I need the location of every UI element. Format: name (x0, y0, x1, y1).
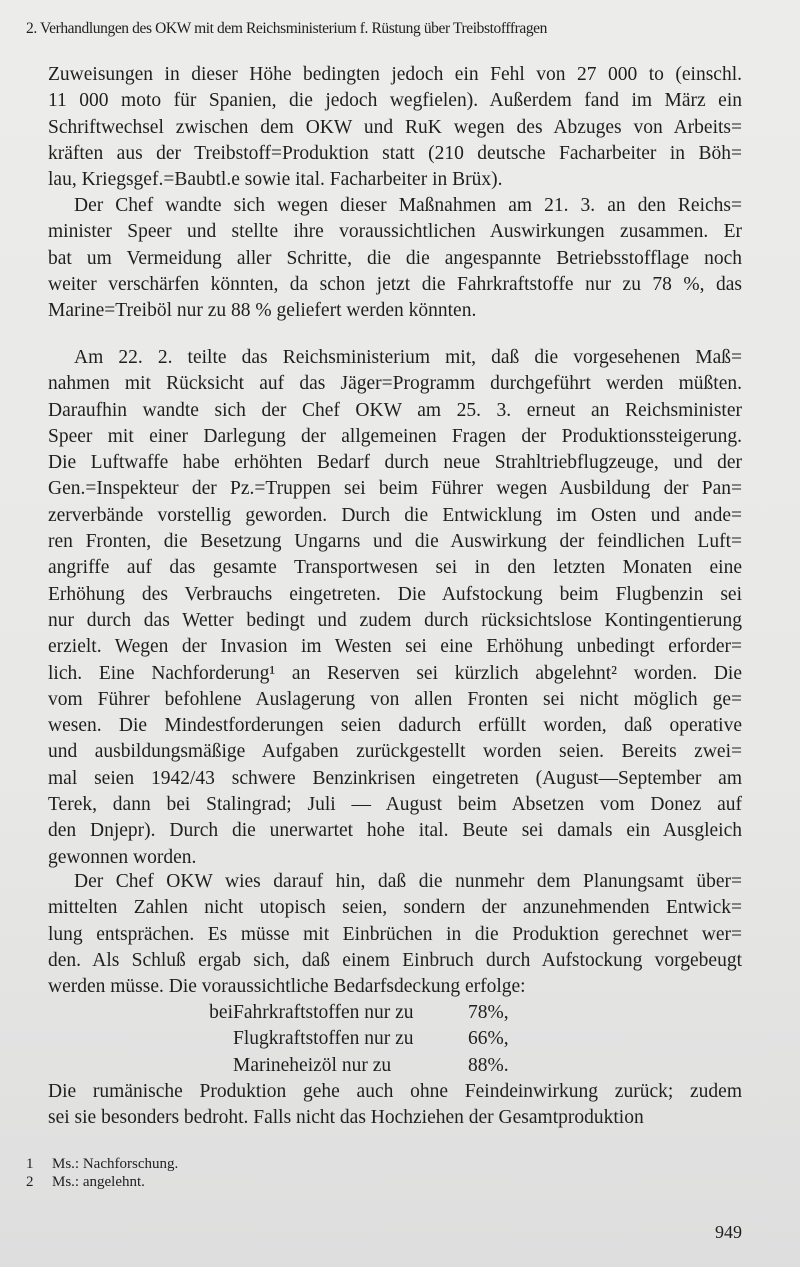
text-line: Die rumänische Produktion gehe auch ohne Feindeinwirkung zurück; zudem (48, 1081, 742, 1102)
coverage-row (48, 1053, 742, 1079)
text-line: erzielt. Wegen der Invasion im Westen sei eine Erhöhung unbedingt erforder= (48, 636, 742, 658)
coverage-prefix: bei (209, 1002, 233, 1023)
text-line: Zuweisungen in dieser Höhe bedingten jedoch ein Fehl von 27 000 to (einschl. (48, 64, 742, 85)
text-line: Gen.=Inspekteur der Pz.=Truppen sei beim Führer wegen Ausbildung der Pan= (48, 478, 742, 500)
coverage-table (48, 1000, 742, 1079)
text-line: 11 000 moto für Spanien, die jedoch wegfielen). Außerdem fand im März ein (48, 90, 742, 112)
text-line: Speer mit einer Darlegung der allgemeinen Fragen der Produktionssteigerung. (48, 425, 742, 447)
text-line: minister Speer und stellte ihre voraussichtlichen Auswirkungen zusammen. Er (48, 221, 742, 243)
footnote-text: Ms.: Nachforschung. (52, 1156, 179, 1172)
coverage-label: Flugkraftstoffen nur zu (233, 1028, 414, 1050)
paragraph-1 (48, 62, 742, 193)
coverage-value: 78%, (468, 1002, 509, 1023)
coverage-row (48, 1000, 742, 1026)
coverage-value: 88%. (468, 1054, 509, 1076)
text-line: angriffe auf das gesamte Transportwesen sei in den letzten Monaten eine (48, 557, 742, 579)
footnote-number: 1 (26, 1156, 34, 1172)
text-line: nahmen mit Rücksicht auf das Jäger=Programm durchgeführt werden müßten. (48, 373, 742, 395)
text-line: nur durch das Wetter bedingt und zudem durch rücksichtslose Kontingentierung (48, 609, 742, 631)
paragraph-4 (48, 869, 742, 1000)
text-line: Terek, dann bei Stalingrad; Juli — August beim Absetzen vom Donez auf (48, 794, 742, 816)
running-header: 2. Verhandlungen des OKW mit dem Reichsministerium f. Rüstung über Treibstofffragen (26, 20, 548, 37)
text-line: Schriftwechsel zwischen dem OKW und RuK wegen des Abzuges von Arbeits= (48, 116, 742, 138)
footnote (26, 1174, 145, 1191)
footnote-number: 2 (26, 1174, 34, 1190)
text-line: kräften aus der Treibstoff=Produktion statt (210 deutsche Facharbeiter in Böh= (48, 142, 742, 164)
text-line: den. Als Schluß ergab sich, daß einem Einbruch durch Aufstockung vorgebeugt (48, 949, 742, 971)
text-line: Am 22. 2. teilte das Reichsministerium mit, daß die vorgesehenen Maß= (74, 347, 742, 368)
text-line: bat um Vermeidung aller Schritte, die die angespannte Betriebsstofflage noch (48, 247, 742, 269)
text-line: Marine=Treiböl nur zu 88 % geliefert werden könnten. (48, 300, 477, 322)
text-line: lau, Kriegsgef.=Baubtl.e sowie ital. Facharbeiter in Brüx). (48, 169, 503, 191)
text-line: Erhöhung des Verbrauchs eingetreten. Die Aufstockung beim Flugbenzin sei (48, 583, 742, 605)
text-line: Der Chef wandte sich wegen dieser Maßnahmen am 21. 3. an den Reichs= (74, 195, 742, 216)
text-line: zerverbände vorstellig geworden. Durch die Entwicklung im Osten und ande= (48, 504, 742, 526)
text-line: lung entsprächen. Es müsse mit Einbrüchen in die Produktion gerechnet wer= (48, 923, 742, 945)
coverage-value: 66%, (468, 1028, 509, 1050)
paragraph-3 (48, 345, 742, 871)
footnote (26, 1156, 178, 1173)
text-line: sei sie besonders bedroht. Falls nicht das Hochziehen der Gesamtproduktion (48, 1107, 644, 1129)
page-number: 949 (715, 1222, 742, 1242)
coverage-label: Marineheizöl nur zu (233, 1054, 392, 1076)
text-line: und ausbildungsmäßige Aufgaben zurückgestellt worden seien. Bereits zwei= (48, 741, 742, 763)
text-line: den Dnjepr). Durch die unerwartet hohe ital. Beute sei damals ein Ausgleich (48, 820, 742, 842)
text-line: Die Luftwaffe habe erhöhten Bedarf durch neue Strahltriebflugzeuge, und der (48, 452, 742, 474)
paragraph-2 (48, 193, 742, 324)
text-line: gewonnen worden. (48, 846, 197, 868)
text-line: mal seien 1942/43 schwere Benzinkrisen eingetreten (August—September am (48, 767, 742, 789)
text-line: weiter verschärfen könnten, da schon jetzt die Fahrkraftstoffe nur zu 78 %, das (48, 273, 742, 295)
text-line: ren Fronten, die Besetzung Ungarns und die Auswirkung der feindlichen Luft= (48, 531, 742, 553)
text-line: werden müsse. Die voraussichtliche Bedarfsdeckung erfolge: (48, 976, 526, 998)
footnote-text: Ms.: angelehnt. (52, 1174, 145, 1190)
paragraph-5 (48, 1079, 742, 1132)
coverage-label: Fahrkraftstoffen nur zu (233, 1002, 414, 1023)
text-line: wesen. Die Mindestforderungen seien dadurch erfüllt worden, daß operative (48, 715, 742, 737)
text-line: Daraufhin wandte sich der Chef OKW am 25. 3. erneut an Reichsminister (48, 399, 742, 421)
text-line: mittelten Zahlen nicht utopisch seien, sondern der anzunehmenden Entwick= (48, 897, 742, 919)
text-line: Der Chef OKW wies darauf hin, daß die nunmehr dem Planungsamt über= (74, 871, 742, 892)
coverage-row (48, 1026, 742, 1052)
text-line: vom Führer befohlene Auslagerung von allen Fronten sei nicht möglich ge= (48, 688, 742, 710)
text-line: lich. Eine Nachforderung¹ an Reserven sei kürzlich abgelehnt² worden. Die (48, 662, 742, 684)
